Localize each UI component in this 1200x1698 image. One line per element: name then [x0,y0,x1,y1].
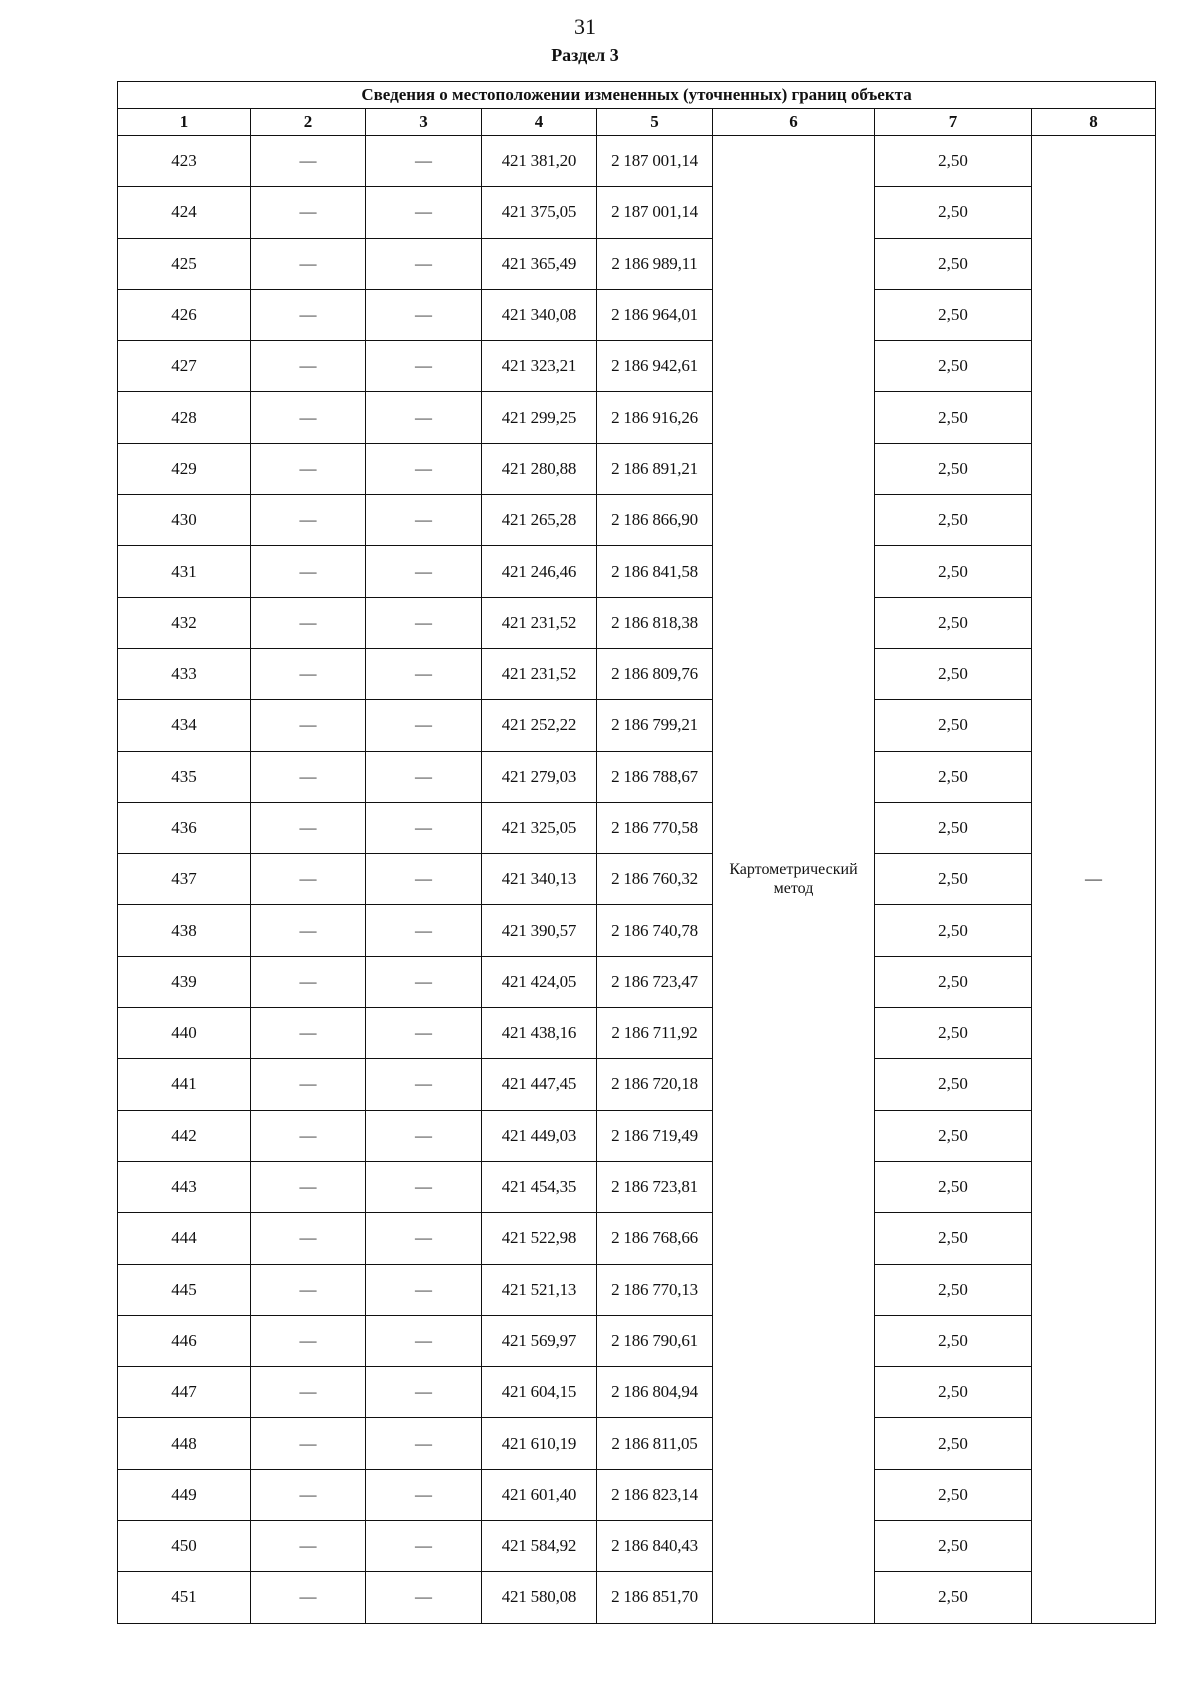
table-caption: Сведения о местоположении измененных (уточненных) границ объекта [118,82,1156,109]
y-coordinate-cell: 2 186 891,21 [597,443,713,494]
point-number-cell: 425 [118,238,251,289]
point-number-cell: 438 [118,905,251,956]
table-row [118,648,1156,699]
point-number-cell: 439 [118,956,251,1007]
x-coordinate-cell: 421 447,45 [482,1059,597,1110]
x-coordinate-cell: 421 449,03 [482,1110,597,1161]
point-number-cell: 451 [118,1572,251,1623]
column2-cell: — [251,1418,366,1469]
table-row [118,597,1156,648]
accuracy-cell: 2,50 [875,1059,1032,1110]
x-coordinate-cell: 421 604,15 [482,1367,597,1418]
y-coordinate-cell: 2 186 760,32 [597,854,713,905]
column2-cell: — [251,238,366,289]
table-row [118,1315,1156,1366]
accuracy-cell: 2,50 [875,1008,1032,1059]
column2-cell: — [251,1213,366,1264]
accuracy-cell: 2,50 [875,1572,1032,1623]
point-number-cell: 429 [118,443,251,494]
column2-cell: — [251,700,366,751]
point-number-cell: 428 [118,392,251,443]
x-coordinate-cell: 421 390,57 [482,905,597,956]
y-coordinate-cell: 2 186 840,43 [597,1521,713,1572]
x-coordinate-cell: 421 323,21 [482,341,597,392]
column3-cell: — [366,1469,482,1520]
x-coordinate-cell: 421 580,08 [482,1572,597,1623]
accuracy-cell: 2,50 [875,1213,1032,1264]
column3-cell: — [366,1264,482,1315]
point-number-cell: 445 [118,1264,251,1315]
column2-cell: — [251,1264,366,1315]
point-number-cell: 442 [118,1110,251,1161]
point-number-cell: 450 [118,1521,251,1572]
column2-cell: — [251,854,366,905]
table-row [118,392,1156,443]
column3-cell: — [366,1110,482,1161]
column3-cell: — [366,1213,482,1264]
x-coordinate-cell: 421 438,16 [482,1008,597,1059]
column2-cell: — [251,956,366,1007]
accuracy-cell: 2,50 [875,648,1032,699]
accuracy-cell: 2,50 [875,443,1032,494]
column2-cell: — [251,597,366,648]
column3-cell: — [366,1315,482,1366]
accuracy-cell: 2,50 [875,1469,1032,1520]
x-coordinate-cell: 421 265,28 [482,495,597,546]
column3-cell: — [366,751,482,802]
accuracy-cell: 2,50 [875,1110,1032,1161]
accuracy-cell: 2,50 [875,956,1032,1007]
x-coordinate-cell: 421 252,22 [482,700,597,751]
accuracy-cell: 2,50 [875,597,1032,648]
table-row [118,1469,1156,1520]
x-coordinate-cell: 421 280,88 [482,443,597,494]
column2-cell: — [251,392,366,443]
table-row [118,495,1156,546]
point-number-cell: 448 [118,1418,251,1469]
column-number: 1 [118,109,251,136]
x-coordinate-cell: 421 340,13 [482,854,597,905]
table-row [118,802,1156,853]
table-row [118,238,1156,289]
y-coordinate-cell: 2 186 841,58 [597,546,713,597]
column2-cell: — [251,289,366,340]
x-coordinate-cell: 421 279,03 [482,751,597,802]
x-coordinate-cell: 421 246,46 [482,546,597,597]
x-coordinate-cell: 421 424,05 [482,956,597,1007]
y-coordinate-cell: 2 187 001,14 [597,136,713,187]
column3-cell: — [366,597,482,648]
column2-cell: — [251,1572,366,1623]
column3-cell: — [366,956,482,1007]
table-row [118,751,1156,802]
column3-cell: — [366,1161,482,1212]
accuracy-cell: 2,50 [875,1264,1032,1315]
x-coordinate-cell: 421 569,97 [482,1315,597,1366]
point-number-cell: 433 [118,648,251,699]
y-coordinate-cell: 2 187 001,14 [597,187,713,238]
x-coordinate-cell: 421 454,35 [482,1161,597,1212]
y-coordinate-cell: 2 186 818,38 [597,597,713,648]
table-row [118,1213,1156,1264]
table-row [118,1521,1156,1572]
accuracy-cell: 2,50 [875,751,1032,802]
column-number: 6 [713,109,875,136]
y-coordinate-cell: 2 186 989,11 [597,238,713,289]
point-number-cell: 430 [118,495,251,546]
accuracy-cell: 2,50 [875,854,1032,905]
column-number: 8 [1032,109,1156,136]
accuracy-cell: 2,50 [875,289,1032,340]
y-coordinate-cell: 2 186 720,18 [597,1059,713,1110]
column3-cell: — [366,187,482,238]
table-row [118,1367,1156,1418]
column2-cell: — [251,443,366,494]
table-row [118,854,1156,905]
y-coordinate-cell: 2 186 723,47 [597,956,713,1007]
column2-cell: — [251,1315,366,1366]
column2-cell: — [251,802,366,853]
y-coordinate-cell: 2 186 823,14 [597,1469,713,1520]
accuracy-cell: 2,50 [875,1367,1032,1418]
point-number-cell: 444 [118,1213,251,1264]
accuracy-cell: 2,50 [875,495,1032,546]
point-number-cell: 441 [118,1059,251,1110]
point-number-cell: 449 [118,1469,251,1520]
column3-cell: — [366,1059,482,1110]
table-row [118,1110,1156,1161]
point-number-cell: 432 [118,597,251,648]
table-row [118,289,1156,340]
y-coordinate-cell: 2 186 723,81 [597,1161,713,1212]
column2-cell: — [251,136,366,187]
column-number: 7 [875,109,1032,136]
point-number-cell: 426 [118,289,251,340]
column3-cell: — [366,443,482,494]
point-number-cell: 427 [118,341,251,392]
y-coordinate-cell: 2 186 866,90 [597,495,713,546]
column3-cell: — [366,802,482,853]
y-coordinate-cell: 2 186 711,92 [597,1008,713,1059]
accuracy-cell: 2,50 [875,1418,1032,1469]
table-row [118,546,1156,597]
column2-cell: — [251,495,366,546]
accuracy-cell: 2,50 [875,905,1032,956]
x-coordinate-cell: 421 375,05 [482,187,597,238]
table-row [118,1572,1156,1623]
y-coordinate-cell: 2 186 790,61 [597,1315,713,1366]
x-coordinate-cell: 421 601,40 [482,1469,597,1520]
x-coordinate-cell: 421 610,19 [482,1418,597,1469]
y-coordinate-cell: 2 186 809,76 [597,648,713,699]
y-coordinate-cell: 2 186 719,49 [597,1110,713,1161]
column2-cell: — [251,1367,366,1418]
point-number-cell: 443 [118,1161,251,1212]
accuracy-cell: 2,50 [875,238,1032,289]
x-coordinate-cell: 421 231,52 [482,597,597,648]
y-coordinate-cell: 2 186 788,67 [597,751,713,802]
column2-cell: — [251,1161,366,1212]
column2-cell: — [251,187,366,238]
column2-cell: — [251,1469,366,1520]
x-coordinate-cell: 421 521,13 [482,1264,597,1315]
page-number: 31 [574,14,596,39]
column2-cell: — [251,751,366,802]
column3-cell: — [366,495,482,546]
column-number: 4 [482,109,597,136]
column3-cell: — [366,1418,482,1469]
table-row [118,1418,1156,1469]
point-number-cell: 446 [118,1315,251,1366]
table-body [118,136,1156,1624]
column3-cell: — [366,136,482,187]
column2-cell: — [251,1521,366,1572]
accuracy-cell: 2,50 [875,341,1032,392]
point-number-cell: 437 [118,854,251,905]
table-row [118,905,1156,956]
column3-cell: — [366,700,482,751]
point-number-cell: 424 [118,187,251,238]
column3-cell: — [366,341,482,392]
table-row [118,341,1156,392]
point-number-cell: 436 [118,802,251,853]
column3-cell: — [366,289,482,340]
y-coordinate-cell: 2 186 799,21 [597,700,713,751]
column2-cell: — [251,1008,366,1059]
accuracy-cell: 2,50 [875,1521,1032,1572]
column2-cell: — [251,905,366,956]
y-coordinate-cell: 2 186 770,58 [597,802,713,853]
column2-cell: — [251,1110,366,1161]
column3-cell: — [366,1367,482,1418]
column8-cell: — [1032,136,1156,1624]
point-number-cell: 434 [118,700,251,751]
accuracy-cell: 2,50 [875,1161,1032,1212]
method-cell: Картометрический метод [713,136,875,1624]
column3-cell: — [366,392,482,443]
point-number-cell: 423 [118,136,251,187]
accuracy-cell: 2,50 [875,136,1032,187]
column2-cell: — [251,648,366,699]
x-coordinate-cell: 421 325,05 [482,802,597,853]
y-coordinate-cell: 2 186 804,94 [597,1367,713,1418]
y-coordinate-cell: 2 186 916,26 [597,392,713,443]
table-row [118,1008,1156,1059]
column3-cell: — [366,648,482,699]
y-coordinate-cell: 2 186 851,70 [597,1572,713,1623]
table-row [118,1161,1156,1212]
accuracy-cell: 2,50 [875,392,1032,443]
point-number-cell: 431 [118,546,251,597]
column3-cell: — [366,546,482,597]
column-number: 5 [597,109,713,136]
column2-cell: — [251,341,366,392]
x-coordinate-cell: 421 299,25 [482,392,597,443]
table-row [118,443,1156,494]
point-number-cell: 447 [118,1367,251,1418]
boundary-coordinates-table [117,81,1156,1624]
table-row [118,1264,1156,1315]
x-coordinate-cell: 421 231,52 [482,648,597,699]
y-coordinate-cell: 2 186 770,13 [597,1264,713,1315]
x-coordinate-cell: 421 381,20 [482,136,597,187]
column3-cell: — [366,1008,482,1059]
y-coordinate-cell: 2 186 740,78 [597,905,713,956]
section-title: Раздел 3 [551,45,619,65]
column2-cell: — [251,1059,366,1110]
column3-cell: — [366,238,482,289]
column3-cell: — [366,854,482,905]
accuracy-cell: 2,50 [875,1315,1032,1366]
x-coordinate-cell: 421 584,92 [482,1521,597,1572]
table-row [118,1059,1156,1110]
accuracy-cell: 2,50 [875,700,1032,751]
x-coordinate-cell: 421 340,08 [482,289,597,340]
y-coordinate-cell: 2 186 811,05 [597,1418,713,1469]
column3-cell: — [366,1521,482,1572]
column2-cell: — [251,546,366,597]
table-row [118,136,1156,187]
table-row [118,187,1156,238]
column-number: 3 [366,109,482,136]
y-coordinate-cell: 2 186 964,01 [597,289,713,340]
column-number: 2 [251,109,366,136]
table-row [118,956,1156,1007]
x-coordinate-cell: 421 522,98 [482,1213,597,1264]
x-coordinate-cell: 421 365,49 [482,238,597,289]
accuracy-cell: 2,50 [875,546,1032,597]
column-number-row [118,109,1156,136]
table-row [118,700,1156,751]
accuracy-cell: 2,50 [875,187,1032,238]
y-coordinate-cell: 2 186 942,61 [597,341,713,392]
point-number-cell: 440 [118,1008,251,1059]
accuracy-cell: 2,50 [875,802,1032,853]
column3-cell: — [366,905,482,956]
column3-cell: — [366,1572,482,1623]
point-number-cell: 435 [118,751,251,802]
y-coordinate-cell: 2 186 768,66 [597,1213,713,1264]
